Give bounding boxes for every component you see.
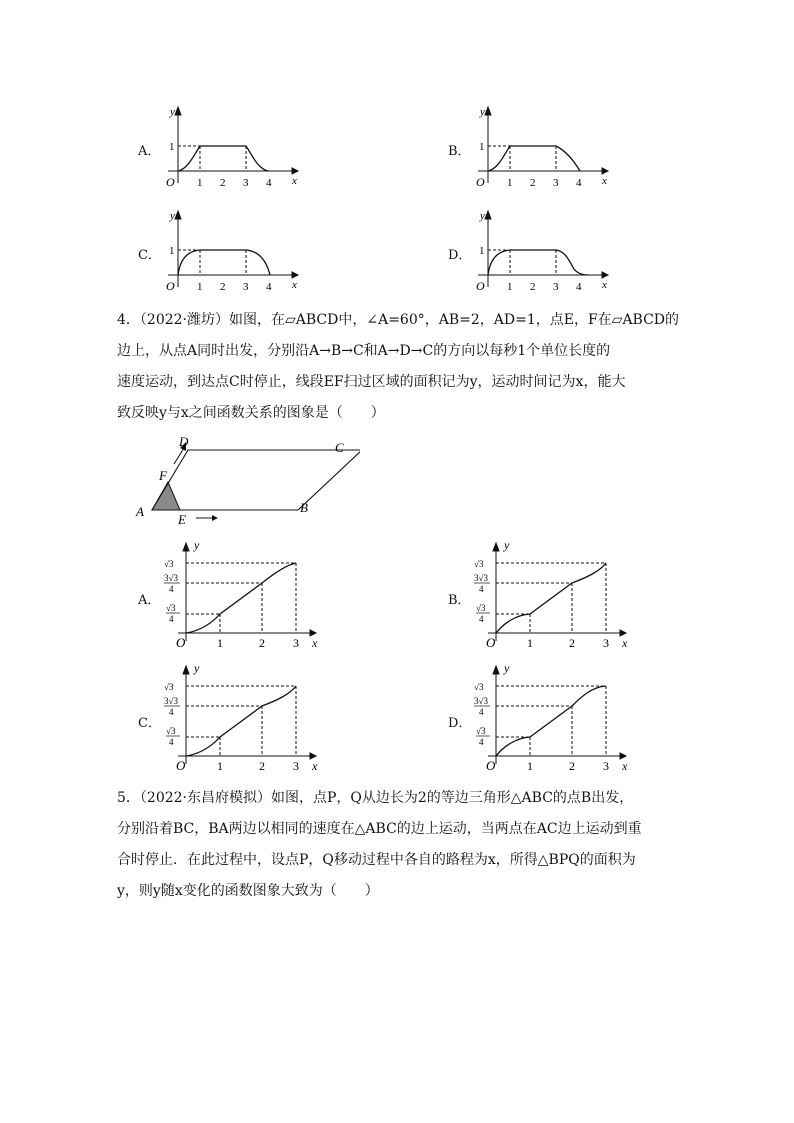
origin-label: O bbox=[176, 758, 186, 773]
q4-line-1: 4．（2022·潍坊）如图，在▱ABCD中，∠A=60°，AB=2，AD=1，点E，F在▱ABCD的 bbox=[117, 312, 680, 328]
q4-option-b-label[interactable]: B． bbox=[448, 593, 471, 608]
x-tick-2: 2 bbox=[569, 759, 575, 773]
x-tick-4: 4 bbox=[266, 177, 272, 188]
x-tick-1: 1 bbox=[217, 759, 223, 773]
axis-y-label: y bbox=[170, 106, 175, 118]
q3-option-b-graph bbox=[470, 103, 615, 188]
x-tick-3: 3 bbox=[553, 281, 559, 292]
q5-line-1: 5．（2022·东昌府模拟）如图，点P，Q从边长为2的等边三角形△ABC的点B出发， bbox=[117, 790, 634, 806]
x-tick-2: 2 bbox=[569, 636, 575, 650]
x-tick-3: 3 bbox=[293, 636, 299, 650]
y-tick-sqrt3: √3 bbox=[164, 559, 174, 569]
axis-x-label: x bbox=[622, 636, 628, 650]
q3-option-d-label[interactable]: D． bbox=[448, 248, 472, 263]
x-tick-3: 3 bbox=[603, 636, 609, 650]
axis-x-label: x bbox=[602, 175, 607, 187]
x-tick-1: 1 bbox=[197, 281, 203, 292]
x-tick-1: 1 bbox=[527, 759, 533, 773]
q4-option-d-label[interactable]: D． bbox=[448, 716, 472, 731]
y-tick-1: 1 bbox=[479, 141, 485, 153]
axis-x-label: x bbox=[312, 759, 318, 773]
x-tick-1: 1 bbox=[197, 177, 203, 188]
origin-label: O bbox=[486, 758, 496, 773]
axis-x-label: x bbox=[292, 279, 297, 291]
x-tick-3: 3 bbox=[243, 177, 249, 188]
axis-x-label: x bbox=[312, 636, 318, 650]
x-tick-2: 2 bbox=[220, 177, 226, 188]
q3-option-c-label[interactable]: C． bbox=[138, 248, 161, 263]
y-tick-3sqrt3-num: 3√3 bbox=[474, 696, 488, 706]
axis-y-label: y bbox=[504, 538, 510, 552]
q5-line-3: 合时停止．在此过程中，设点P，Q移动过程中各自的路程为x，所得△BPQ的面积为 bbox=[117, 852, 636, 868]
x-tick-2: 2 bbox=[530, 177, 536, 188]
q4-line-3: 速度运动，到达点C时停止，线段EF扫过区域的面积记为y，运动时间记为x，能大 bbox=[117, 374, 626, 390]
axis-y-label: y bbox=[194, 661, 200, 675]
x-tick-3: 3 bbox=[243, 281, 249, 292]
y-tick-3sqrt3-den: 4 bbox=[169, 707, 174, 717]
x-tick-3: 3 bbox=[293, 759, 299, 773]
q3-option-c-graph bbox=[160, 207, 305, 292]
q4-option-c-label[interactable]: C． bbox=[138, 716, 161, 731]
q4-option-c-graph bbox=[160, 660, 325, 775]
y-tick-3sqrt3-den: 4 bbox=[479, 584, 484, 594]
axis-y-label: y bbox=[170, 210, 175, 222]
origin-label: O bbox=[486, 635, 496, 650]
axis-y-label: y bbox=[504, 661, 510, 675]
q4-parallelogram-figure bbox=[130, 432, 360, 532]
x-tick-2: 2 bbox=[259, 759, 265, 773]
q5-line-4: y，则y随x变化的函数图象大致为（ ） bbox=[117, 883, 379, 899]
origin-label: O bbox=[476, 279, 485, 292]
origin-label: O bbox=[476, 175, 485, 188]
y-tick-1: 1 bbox=[479, 245, 485, 257]
q3-option-a-label[interactable]: A． bbox=[138, 144, 161, 159]
q4-line-4: 致反映y与x之间函数关系的图象是（ ） bbox=[117, 405, 385, 421]
y-tick-sqrt3-4-den: 4 bbox=[479, 614, 484, 624]
axis-y-label: y bbox=[480, 106, 485, 118]
x-tick-1: 1 bbox=[507, 177, 513, 188]
x-tick-1: 1 bbox=[217, 636, 223, 650]
x-tick-1: 1 bbox=[507, 281, 513, 292]
y-tick-sqrt3-4-den: 4 bbox=[479, 737, 484, 747]
y-tick-sqrt3-4-num: √3 bbox=[166, 603, 176, 613]
y-tick-1: 1 bbox=[169, 141, 175, 153]
y-tick-3sqrt3-num: 3√3 bbox=[164, 573, 178, 583]
y-tick-sqrt3-4-num: √3 bbox=[476, 603, 486, 613]
y-tick-1: 1 bbox=[169, 245, 175, 257]
y-tick-sqrt3: √3 bbox=[474, 682, 484, 692]
vertex-a: A bbox=[136, 504, 144, 519]
x-tick-4: 4 bbox=[576, 281, 582, 292]
y-tick-3sqrt3-num: 3√3 bbox=[474, 573, 488, 583]
x-tick-2: 2 bbox=[220, 281, 226, 292]
q3-option-b-label[interactable]: B． bbox=[448, 144, 471, 159]
x-tick-3: 3 bbox=[553, 177, 559, 188]
origin-label: O bbox=[166, 279, 175, 292]
point-f: F bbox=[159, 468, 167, 483]
q5-line-2: 分别沿着BC，BA两边以相同的速度在△ABC的边上运动，当两点在AC边上运动到重 bbox=[117, 821, 642, 837]
axis-x-label: x bbox=[622, 759, 628, 773]
x-tick-4: 4 bbox=[266, 281, 272, 292]
y-tick-3sqrt3-num: 3√3 bbox=[164, 696, 178, 706]
x-tick-2: 2 bbox=[530, 281, 536, 292]
y-tick-sqrt3-4-den: 4 bbox=[169, 737, 174, 747]
x-tick-2: 2 bbox=[259, 636, 265, 650]
y-tick-sqrt3-4-num: √3 bbox=[476, 726, 486, 736]
origin-label: O bbox=[166, 175, 175, 188]
axis-y-label: y bbox=[480, 210, 485, 222]
y-tick-3sqrt3-den: 4 bbox=[479, 707, 484, 717]
vertex-c: C bbox=[335, 440, 344, 455]
q4-option-b-graph bbox=[470, 537, 635, 652]
x-tick-4: 4 bbox=[576, 177, 582, 188]
q4-line-2: 边上，从点A同时出发，分别沿A→B→C和A→D→C的方向以每秒1个单位长度的 bbox=[117, 343, 611, 359]
axis-x-label: x bbox=[292, 175, 297, 187]
axis-x-label: x bbox=[602, 279, 607, 291]
q3-option-a-graph bbox=[160, 103, 305, 188]
point-e: E bbox=[178, 512, 186, 527]
y-tick-sqrt3: √3 bbox=[474, 559, 484, 569]
x-tick-3: 3 bbox=[603, 759, 609, 773]
q4-option-a-label[interactable]: A． bbox=[138, 593, 161, 608]
q4-option-a-graph bbox=[160, 537, 325, 652]
y-tick-3sqrt3-den: 4 bbox=[169, 584, 174, 594]
y-tick-sqrt3-4-num: √3 bbox=[166, 726, 176, 736]
axis-y-label: y bbox=[194, 538, 200, 552]
x-tick-1: 1 bbox=[527, 636, 533, 650]
y-tick-sqrt3-4-den: 4 bbox=[169, 614, 174, 624]
y-tick-sqrt3: √3 bbox=[164, 682, 174, 692]
vertex-d: D bbox=[179, 434, 189, 449]
origin-label: O bbox=[176, 635, 186, 650]
q4-option-d-graph bbox=[470, 660, 635, 775]
q3-option-d-graph bbox=[470, 207, 615, 292]
vertex-b: B bbox=[300, 500, 308, 515]
